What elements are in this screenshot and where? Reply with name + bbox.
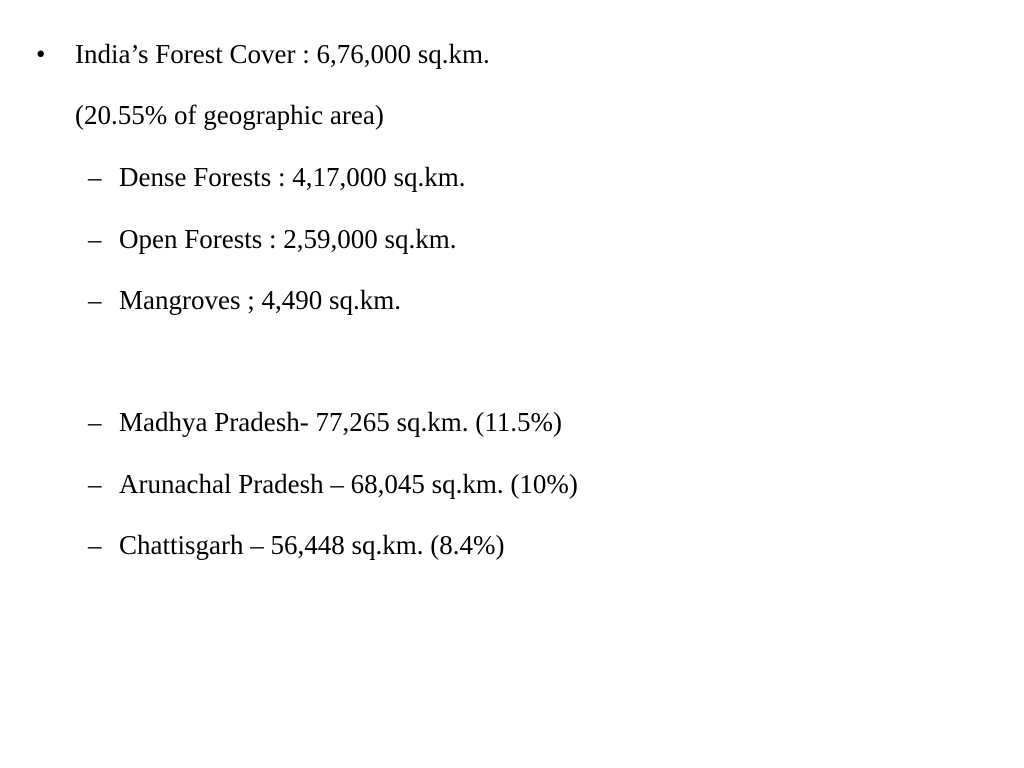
- sub-item-text: Arunachal Pradesh – 68,045 sq.km. (10%): [119, 469, 578, 499]
- bullet-marker: •: [36, 39, 46, 69]
- geographic-area-text: (20.55% of geographic area): [75, 100, 384, 130]
- sub-item-text: Chattisgarh – 56,448 sq.km. (8.4%): [119, 530, 505, 560]
- dash-marker: –: [88, 162, 102, 192]
- dash-marker: –: [88, 469, 102, 499]
- sub-item-text: Dense Forests : 4,17,000 sq.km.: [119, 162, 466, 192]
- sub-item-arunachal-pradesh: [0, 471, 1024, 503]
- sub-item-madhya-pradesh: [0, 409, 1024, 441]
- main-bullet-continuation: [0, 102, 1024, 134]
- forest-cover-text: India’s Forest Cover : 6,76,000 sq.km.: [75, 39, 490, 69]
- dash-marker: –: [88, 285, 102, 315]
- sub-item-dense-forests: [0, 164, 1024, 196]
- sub-item-open-forests: [0, 226, 1024, 258]
- sub-item-text: Open Forests : 2,59,000 sq.km.: [119, 224, 457, 254]
- sub-item-text: Madhya Pradesh- 77,265 sq.km. (11.5%): [119, 407, 562, 437]
- dash-marker: –: [88, 224, 102, 254]
- dash-marker: –: [88, 530, 102, 560]
- dash-marker: –: [88, 407, 102, 437]
- sub-item-mangroves: [0, 287, 1024, 319]
- main-bullet-item: [0, 41, 1024, 73]
- sub-item-text: Mangroves ; 4,490 sq.km.: [119, 285, 401, 315]
- sub-item-chattisgarh: [0, 532, 1024, 564]
